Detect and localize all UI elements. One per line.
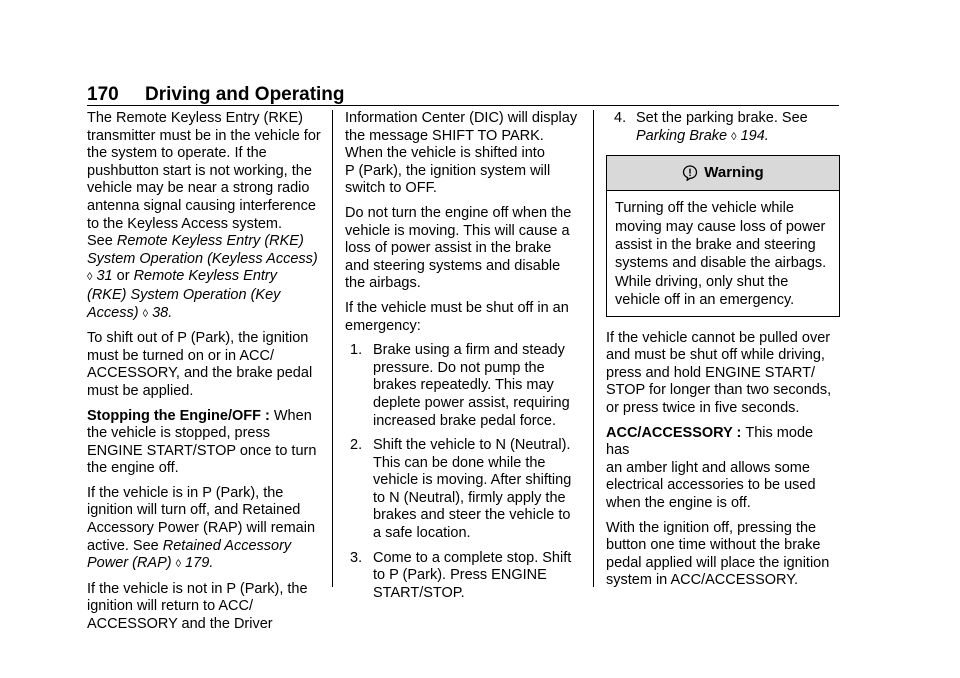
- paragraph-shift-park: To shift out of P (Park), the ignition must be turned on or in ACC/ ACCESSORY, and the brake pedal must be applied.: [87, 330, 313, 399]
- paragraph-stopping-engine: [87, 408, 323, 478]
- period: .: [209, 555, 214, 572]
- ref-retained-accessory-power[interactable]: Retained Accessory Power (RAP): [87, 537, 292, 572]
- period: .: [764, 127, 769, 144]
- page-ref-arrow-icon: ◊: [87, 271, 93, 284]
- paragraph-rke: [87, 110, 323, 323]
- column-divider-2: [593, 110, 594, 587]
- warning-header: [607, 156, 839, 191]
- step-number: 3.: [350, 549, 363, 566]
- column-1: [87, 110, 323, 641]
- period: .: [168, 304, 173, 321]
- warning-icon: [682, 165, 698, 181]
- step-number: 1.: [350, 342, 363, 359]
- emergency-steps-list-continued: [606, 110, 840, 146]
- emergency-steps-list: [345, 342, 581, 602]
- ref-parking-brake[interactable]: Parking Brake: [636, 127, 728, 144]
- ref-rke-keyless-access[interactable]: Remote Keyless Entry (RKE) System Operation (Keyless Access): [87, 233, 318, 267]
- paragraph-not-in-park: If the vehicle is not in P (Park), the ignition will return to ACC/ ACCESSORY and the Driver: [87, 580, 308, 633]
- ref-page-179[interactable]: 179: [185, 555, 210, 572]
- header-rule: [87, 105, 839, 106]
- ref-page-38[interactable]: 38: [152, 304, 169, 321]
- page-ref-arrow-icon: ◊: [731, 130, 737, 143]
- stopping-engine-label: Stopping the Engine/OFF :: [87, 407, 274, 424]
- section-title: Driving and Operating: [145, 84, 345, 105]
- column-2: [345, 110, 581, 609]
- column-3: [606, 110, 840, 597]
- step-text: Brake using a firm and steady pressure. Do not pump the brakes repeatedly. This may deplete power assist, requiring increased brake pedal force.: [373, 342, 570, 429]
- list-item: [606, 110, 840, 146]
- list-item: [350, 550, 581, 603]
- step-number: 2.: [350, 437, 363, 454]
- page-header: [87, 83, 839, 107]
- stopping-engine-text: When the vehicle is stopped, press ENGINE START/STOP once to turn the engine off.: [87, 407, 317, 477]
- acc-accessory-label: ACC/ACCESSORY :: [606, 424, 746, 441]
- column-divider-1: [332, 110, 333, 587]
- paragraph-dic-message: Information Center (DIC) will display the message SHIFT TO PARK. When the vehicle is shifted into P (Park), the ignition system will switch to OFF.: [345, 110, 578, 197]
- ref-page-194[interactable]: 194: [740, 127, 765, 144]
- paragraph-ignition-off: With the ignition off, pressing the button one time without the brake pedal applied will place the ignition system in ACC/ACCESSORY.: [606, 519, 830, 589]
- paragraph-acc-accessory: [606, 425, 840, 513]
- ref-rke-key-access[interactable]: Remote Keyless Entry (RKE) System Operation (Key Access): [87, 268, 281, 321]
- paragraph-emergency: If the vehicle must be shut off in an emergency:: [345, 299, 569, 334]
- paragraph-cannot-pull-over: If the vehicle cannot be pulled over and must be shut off while driving, press and hold ENGINE START/ STOP for longer than two seconds, or press twice in five seconds.: [606, 329, 832, 416]
- page-ref-arrow-icon: ◊: [142, 307, 149, 320]
- rke-text: The Remote Keyless Entry (RKE) transmitter must be in the vehicle for the system to operate. If the pushbutton start is not working, the vehicle may be near a strong radio antenna signal causing interference to the Keyless Access system. See: [87, 110, 321, 250]
- step-text: Come to a complete stop. Shift to P (Park). Press ENGINE START/STOP.: [373, 549, 572, 601]
- warning-title: Warning: [704, 164, 764, 182]
- list-item: [350, 342, 581, 430]
- or-text: or: [112, 268, 134, 285]
- paragraph-do-not-turn-off: Do not turn the engine off when the vehicle is moving. This will cause a loss of power assist in the brake and steering systems and disable the airbags.: [345, 204, 572, 292]
- page-ref-arrow-icon: ◊: [175, 558, 182, 571]
- warning-text: Turning off the vehicle while moving may cause loss of power assist in the brake and steering systems and disable the airbags. While driving, only shut the vehicle off in an emergency.: [615, 200, 827, 309]
- list-item: [350, 437, 581, 543]
- page-number: 170: [87, 84, 119, 105]
- paragraph-rap: [87, 485, 323, 574]
- step-text: Set the parking brake. See: [636, 110, 808, 126]
- ref-page-31[interactable]: 31: [96, 268, 113, 285]
- step-text: Shift the vehicle to N (Neutral). This can be done while the vehicle is moving. After shifting to N (Neutral), firmly apply the brakes and steer the vehicle to a safe location.: [373, 437, 572, 542]
- rap-text: If the vehicle is in P (Park), the ignition will turn off, and Retained Accessory Power (RAP) will remain active. See: [87, 484, 316, 554]
- step-number: 4.: [614, 110, 627, 126]
- acc-accessory-text: This mode has an amber light and allows some electrical accessories to be used when the engine is off.: [606, 424, 816, 511]
- warning-box: [606, 155, 840, 316]
